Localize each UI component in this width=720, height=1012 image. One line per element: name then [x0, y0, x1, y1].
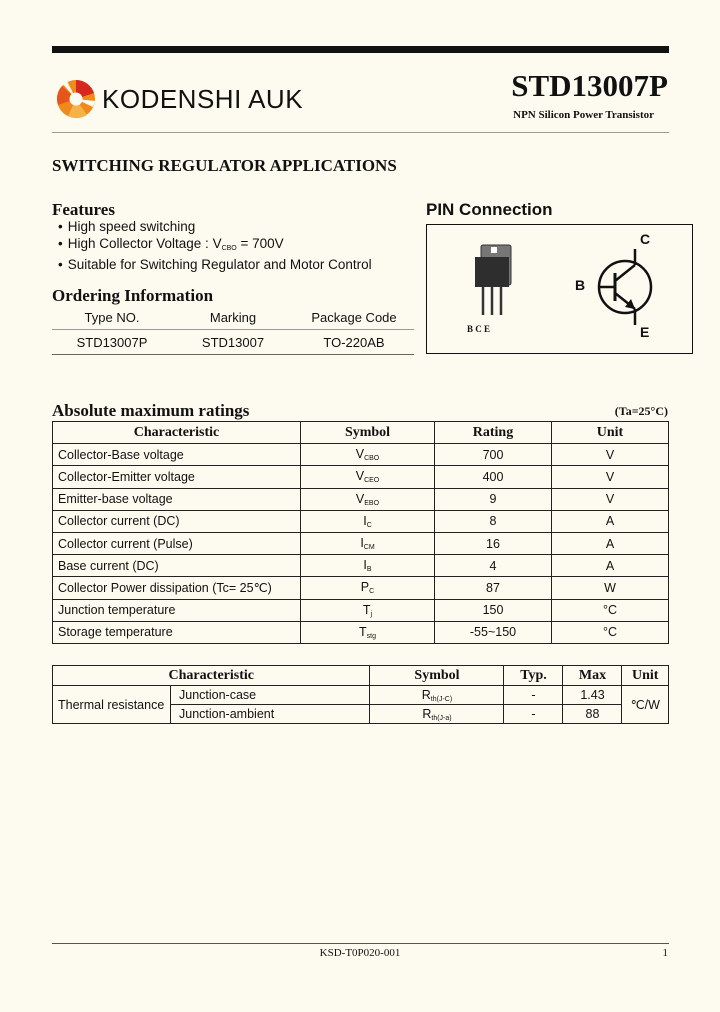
table-cell: V: [552, 488, 669, 510]
ordering-header-row: [52, 305, 414, 330]
features-list: [58, 219, 372, 274]
table-cell: °C: [552, 621, 669, 643]
page-number: 1: [662, 947, 668, 959]
column-header: Characteristic: [53, 422, 301, 444]
table-row: [53, 577, 669, 599]
ordering-title: Ordering Information: [52, 286, 214, 305]
table-row: [53, 621, 669, 643]
table-cell: Junction-ambient: [171, 705, 370, 724]
table-row: [53, 532, 669, 554]
table-row: [53, 599, 669, 621]
table-cell: $R_{th(J-C)}$: [370, 686, 504, 705]
table-cell: Emitter-base voltage: [53, 488, 301, 510]
table-cell: $R_{th(J-a)}$: [370, 705, 504, 724]
table-cell: 1.43: [563, 686, 622, 705]
table-cell: -: [504, 705, 563, 724]
pin-title: PIN Connection: [426, 200, 553, 219]
column-header: Max: [563, 666, 622, 686]
emitter-label: E: [640, 324, 650, 340]
abs-max-table: [52, 421, 669, 644]
table-cell: V: [552, 466, 669, 488]
thermal-unit: ℃/W: [622, 686, 669, 724]
table-cell: Junction-case: [171, 686, 370, 705]
ordering-cell: STD13007: [201, 334, 265, 350]
table-cell: 9: [435, 488, 552, 510]
table-cell: $V_{CBO}$: [301, 444, 435, 466]
table-cell: A: [552, 510, 669, 532]
base-label: B: [575, 277, 586, 293]
table-cell: °C: [552, 599, 669, 621]
brand-name: KODENSHI AUK: [102, 83, 304, 114]
table-cell: Collector current (DC): [53, 510, 301, 532]
company-logo: [56, 76, 303, 122]
abs-max-condition: (Ta=25°C): [614, 404, 668, 418]
table-cell: Base current (DC): [53, 555, 301, 577]
table-cell: Storage temperature: [53, 621, 301, 643]
ordering-header: Package Code: [311, 309, 397, 325]
table-cell: $T_j$: [301, 599, 435, 621]
table-row: [53, 555, 669, 577]
table-cell: V: [552, 444, 669, 466]
thermal-header-row: [53, 666, 669, 686]
table-cell: 88: [563, 705, 622, 724]
table-cell: Collector Power dissipation (Tc= 25℃): [53, 577, 301, 599]
column-header: Symbol: [370, 666, 504, 686]
table-cell: W: [552, 577, 669, 599]
table-cell: Collector-Emitter voltage: [53, 466, 301, 488]
features-title: Features: [52, 200, 115, 219]
feature-item: • High Collector Voltage : $V_{CBO} = 700V$: [58, 236, 372, 258]
feature-item: • High speed switching: [58, 219, 372, 236]
column-header: Typ.: [504, 666, 563, 686]
ordering-cell: STD13007P: [76, 334, 148, 350]
table-row: [53, 466, 669, 488]
table-cell: $V_{EBO}$: [301, 488, 435, 510]
part-description: NPN Silicon Power Transistor: [513, 109, 654, 121]
collector-label: C: [640, 231, 651, 247]
ordering-cell: TO-220AB: [323, 334, 385, 350]
table-row: [53, 488, 669, 510]
table-cell: $V_{CEO}$: [301, 466, 435, 488]
table-cell: 8: [435, 510, 552, 532]
table-cell: 150: [435, 599, 552, 621]
table-row: [53, 444, 669, 466]
npn-transistor-symbol-icon: [577, 233, 697, 343]
header-rule: [52, 46, 669, 53]
column-header: Unit: [622, 666, 669, 686]
pin-connection-box: [426, 224, 693, 354]
part-number: STD13007P: [511, 68, 668, 103]
table-row: [53, 510, 669, 532]
ordering-header: Marking: [209, 309, 257, 325]
footer-rule: [52, 943, 669, 944]
table-cell: $T_{stg}$: [301, 621, 435, 643]
column-header: Unit: [552, 422, 669, 444]
thermal-group-label: Thermal resistance: [53, 686, 171, 724]
table-cell: A: [552, 532, 669, 554]
kodenshi-logo-icon: [56, 79, 96, 119]
table-cell: $I_B$: [301, 555, 435, 577]
ordering-header: Type NO.: [84, 309, 140, 325]
table-cell: Junction temperature: [53, 599, 301, 621]
ordering-table: [52, 305, 414, 355]
footer-doc-code: KSD-T0P020-001: [319, 947, 401, 959]
table-cell: Collector-Base voltage: [53, 444, 301, 466]
table-cell: A: [552, 555, 669, 577]
column-header: Symbol: [301, 422, 435, 444]
applications-title: SWITCHING REGULATOR APPLICATIONS: [52, 156, 397, 175]
table-cell: $I_C$: [301, 510, 435, 532]
package-pin-labels: B C E: [467, 324, 491, 334]
table-cell: Collector current (Pulse): [53, 532, 301, 554]
feature-item: • Suitable for Switching Regulator and Motor Control: [58, 257, 372, 274]
to220-package-icon: [465, 239, 525, 329]
table-row: [53, 686, 669, 705]
header-divider: [52, 132, 669, 133]
table-cell: 400: [435, 466, 552, 488]
column-header: Characteristic: [53, 666, 370, 686]
table-cell: 87: [435, 577, 552, 599]
table-cell: -55~150: [435, 621, 552, 643]
table-cell: 700: [435, 444, 552, 466]
ordering-row: [52, 330, 414, 355]
table-cell: 4: [435, 555, 552, 577]
column-header: Rating: [435, 422, 552, 444]
table-cell: -: [504, 686, 563, 705]
thermal-table: [52, 665, 669, 724]
table-cell: 16: [435, 532, 552, 554]
abs-max-header-row: [53, 422, 669, 444]
table-cell: $I_{CM}$: [301, 532, 435, 554]
abs-max-title: Absolute maximum ratings: [52, 401, 250, 420]
table-cell: $P_C$: [301, 577, 435, 599]
